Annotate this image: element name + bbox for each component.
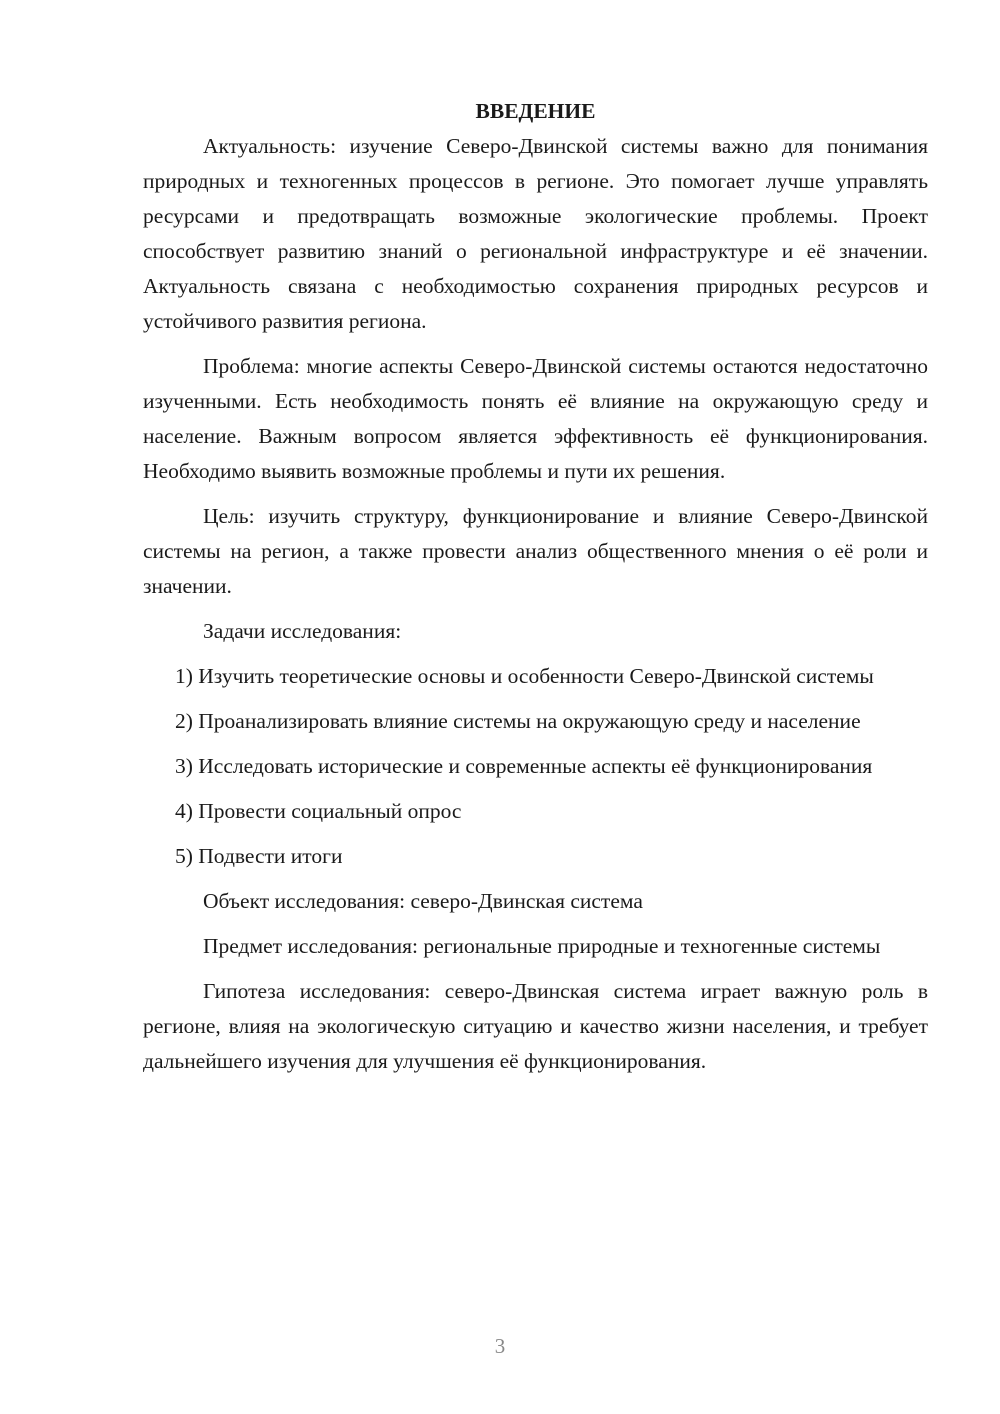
problem-paragraph: Проблема: многие аспекты Северо-Двинской системы остаются недостаточно изученными. Есть необходимость понять её влияние на окружающую среду и население. Важным вопросом является эффективность её функционирования. Необходимо выявить возможные проблемы и пути их решения.	[143, 354, 928, 483]
relevance-paragraph: Актуальность: изучение Северо-Двинской системы важно для понимания природных и техногенных процессов в регионе. Это помогает лучше управлять ресурсами и предотвращать возможные экологические проблемы. Проект способствует развитию знаний о региональной инфраструктуре и её значении. Актуальность связана с необходимостью сохранения природных ресурсов и устойчивого развития региона.	[143, 134, 928, 333]
page-number: 3	[494, 1334, 506, 1358]
subject-paragraph: Предмет исследования: региональные природные и техногенные системы	[203, 934, 881, 958]
page-content	[143, 93, 928, 1089]
object-paragraph: Объект исследования: северо-Двинская система	[203, 889, 643, 913]
page-title: ВВЕДЕНИЕ	[475, 99, 596, 123]
task-item-5: 5) Подвести итоги	[175, 844, 343, 868]
task-item-2: 2) Проанализировать влияние системы на окружающую среду и население	[175, 709, 861, 733]
task-item-4: 4) Провести социальный опрос	[175, 799, 462, 823]
hypothesis-paragraph: Гипотеза исследования: северо-Двинская система играет важную роль в регионе, влияя на экологическую ситуацию и качество жизни населения, и требует дальнейшего изучения для улучшения её функционирования.	[143, 979, 928, 1073]
task-item-3: 3) Исследовать исторические и современные аспекты её функционирования	[175, 754, 873, 778]
task-item-1: 1) Изучить теоретические основы и особенности Северо-Двинской системы	[175, 664, 874, 688]
tasks-heading: Задачи исследования:	[203, 619, 402, 643]
goal-paragraph: Цель: изучить структуру, функционирование и влияние Северо-Двинской системы на регион, а также провести анализ общественного мнения о её роли и значении.	[143, 504, 928, 598]
